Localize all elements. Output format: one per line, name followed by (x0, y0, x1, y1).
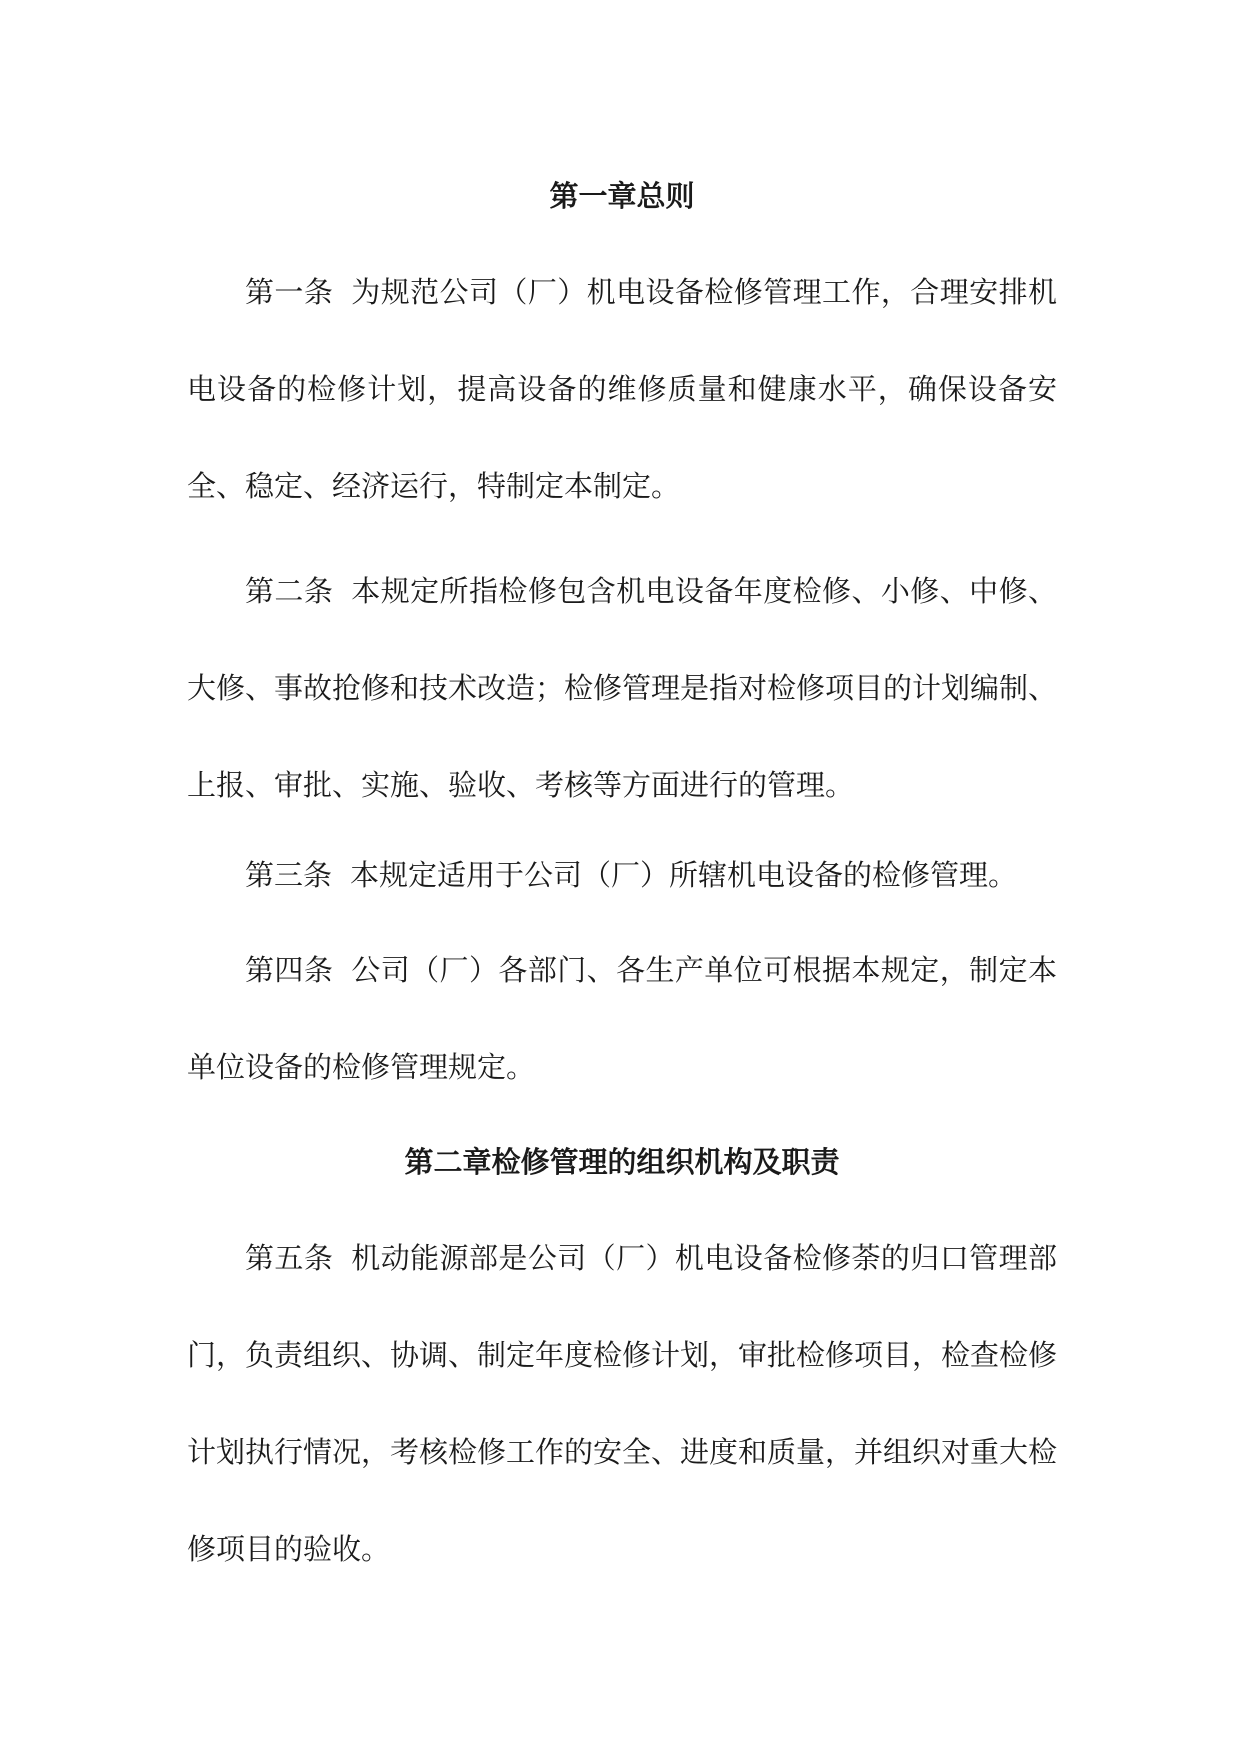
chapter-1-name: 总则 (636, 179, 695, 213)
article-2-text: 本规定所指检修包含机电设备年度检修、小修、中修、大修、事故抢修和技术改造；检修管理是指对检修项目的计划编制、上报、审批、实施、验收、考核等方面进行的管理。 (187, 574, 1058, 802)
chapter-2-label: 第二章 (404, 1145, 492, 1179)
document-body (187, 170, 1057, 1606)
article-1 (187, 244, 1057, 535)
article-4-text: 公司（厂）各部门、各生产单位可根据本规定，制定本单位设备的检修管理规定。 (187, 953, 1057, 1084)
article-2 (187, 543, 1057, 834)
article-2-number: 第二条 (245, 574, 334, 608)
chapter-1-title (187, 170, 1057, 222)
chapter-1-label: 第一章 (549, 179, 637, 213)
article-5-number: 第五条 (245, 1241, 334, 1275)
article-1-number: 第一条 (245, 275, 334, 309)
article-4 (187, 922, 1057, 1116)
article-5-text: 机动能源部是公司（厂）机电设备检修荼的归口管理部门，负责组织、协调、制定年度检修计划，审批检修项目，检查检修计划执行情况，考核检修工作的安全、进度和质量，并组织对重大检修项目的验收。 (187, 1241, 1058, 1566)
article-4-number: 第四条 (245, 953, 334, 987)
chapter-2-title (187, 1136, 1057, 1188)
article-3 (187, 842, 1057, 908)
article-3-text: 本规定适用于公司（厂）所辖机电设备的检修管理。 (350, 858, 1018, 892)
article-5 (187, 1210, 1057, 1598)
article-1-text: 为规范公司（厂）机电设备检修管理工作，合理安排机电设备的检修计划，提高设备的维修质量和健康水平，确保设备安全、稳定、经济运行，特制定本制定。 (187, 275, 1057, 503)
chapter-2-name: 检修管理的组织机构及职责 (491, 1145, 840, 1179)
article-3-number: 第三条 (245, 858, 333, 892)
